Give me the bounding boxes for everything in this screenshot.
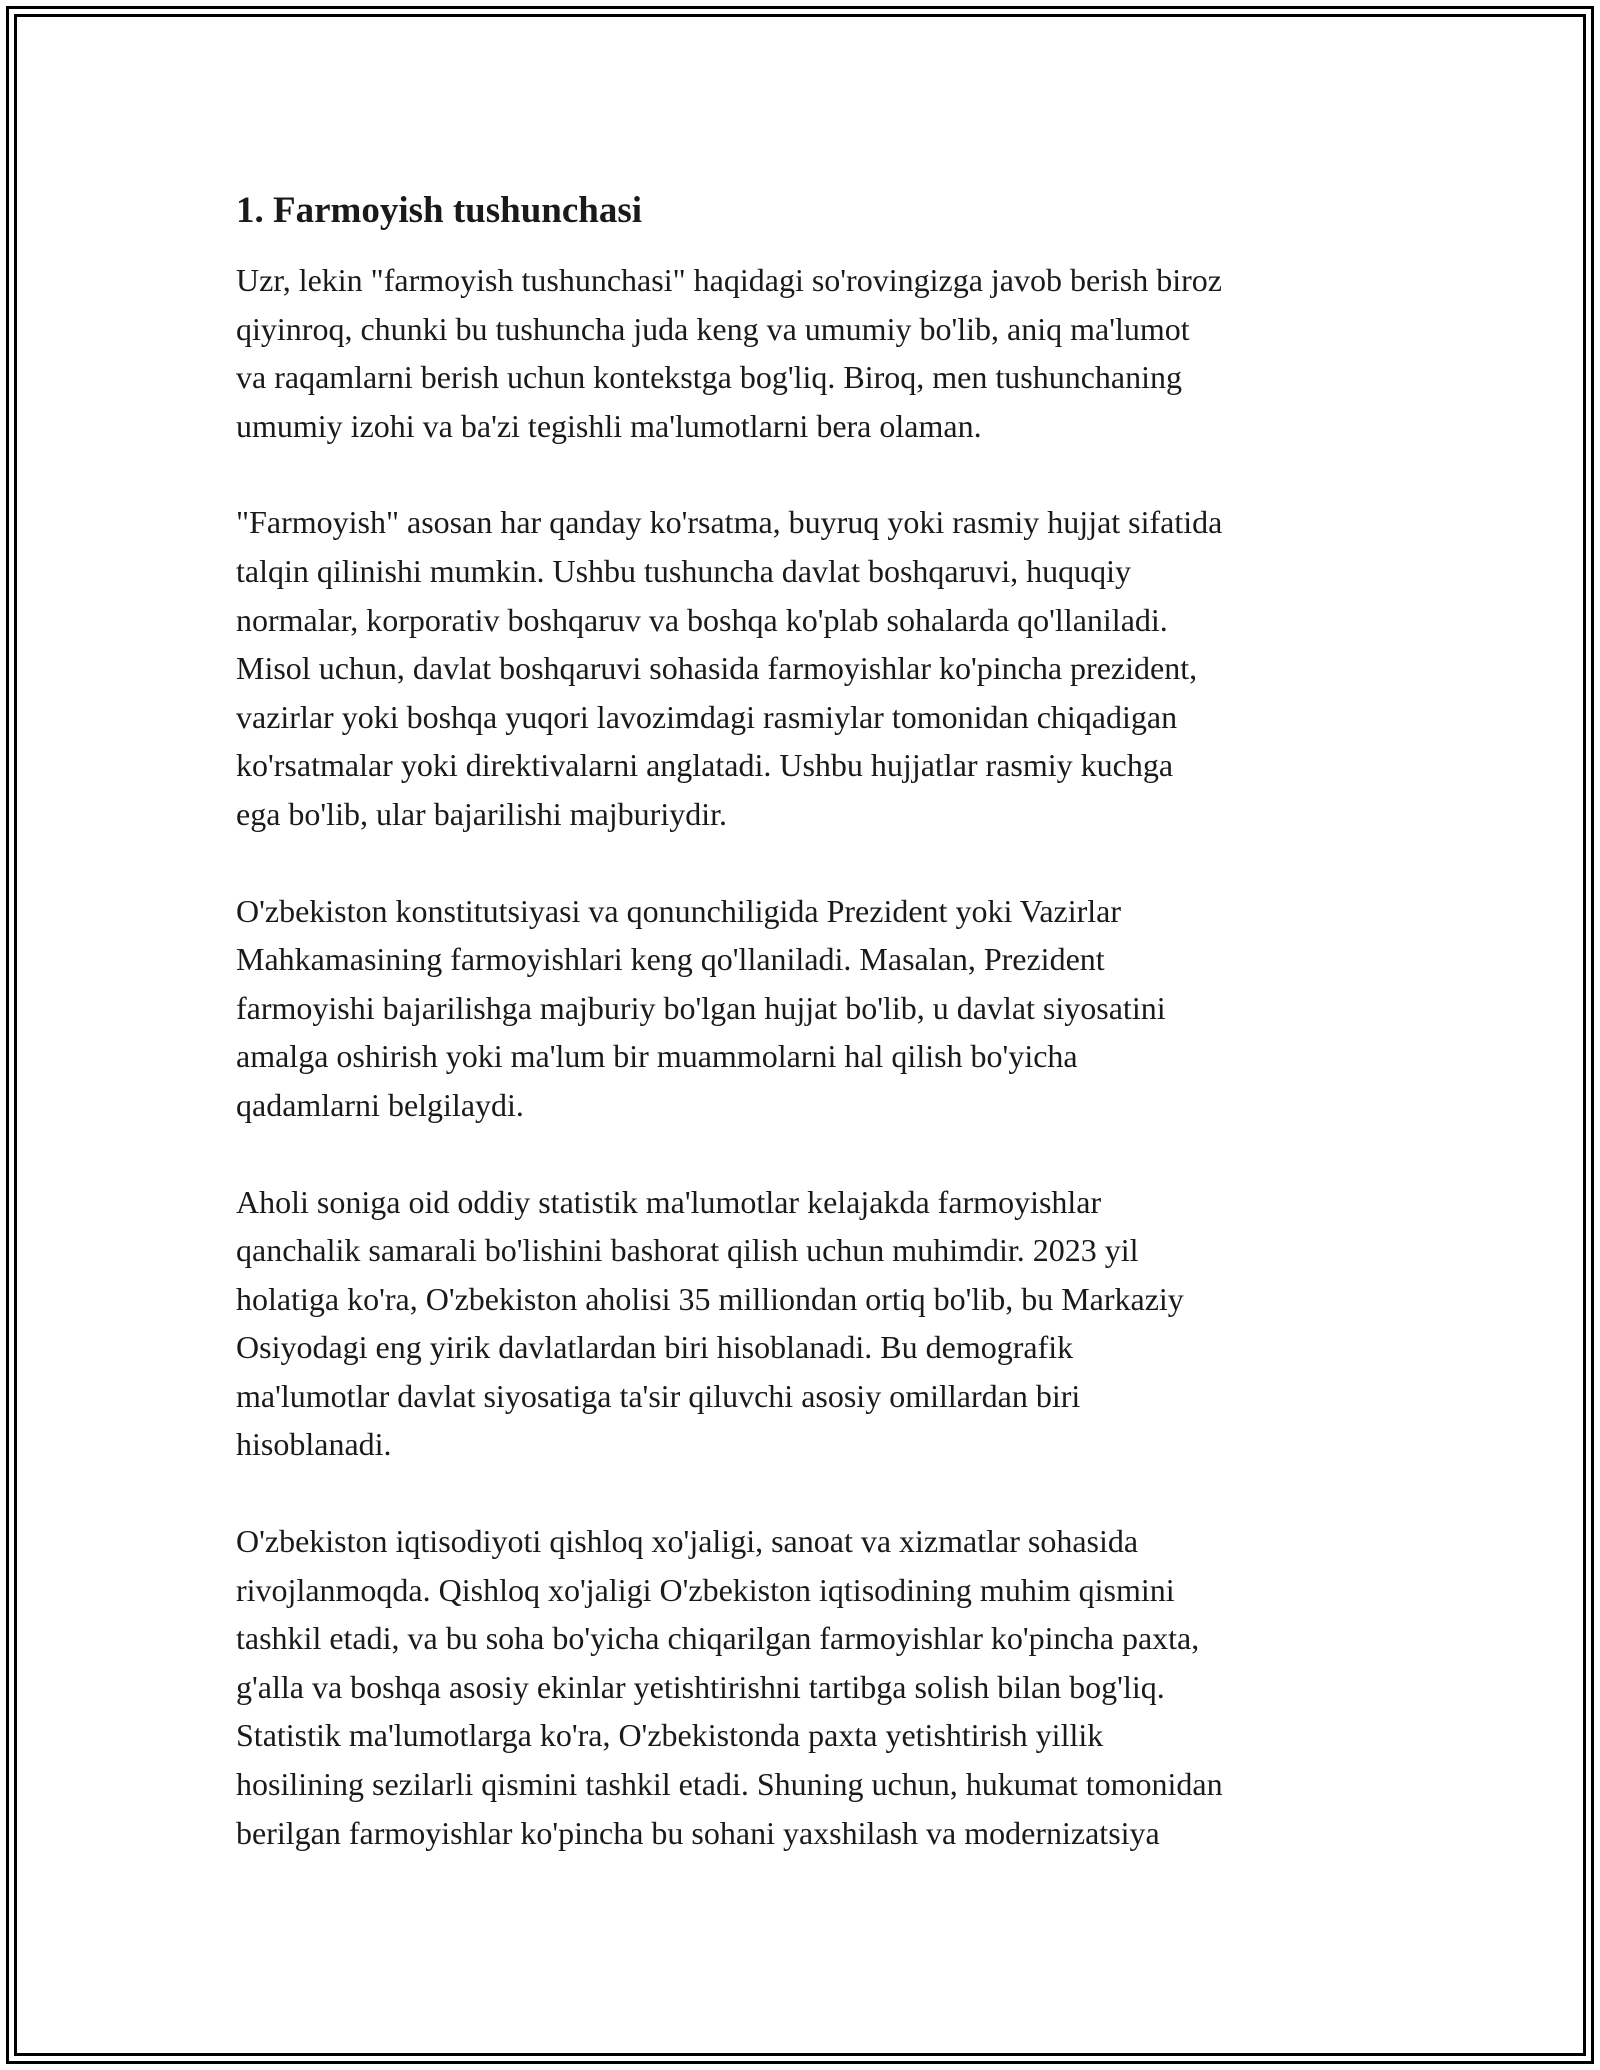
paragraph xyxy=(236,1178,1386,1470)
text-line: talqin qilinishi mumkin. Ushbu tushuncha davlat boshqaruvi, huquqiy xyxy=(236,552,1132,589)
paragraph xyxy=(236,256,1386,450)
text-line: Aholi soniga oid oddiy statistik ma'lumotlar kelajakda farmoyishlar xyxy=(236,1183,1102,1220)
text-line: berilgan farmoyishlar ko'pincha bu sohani yaxshilash va modernizatsiya xyxy=(236,1814,1160,1851)
paragraph xyxy=(236,1517,1386,1857)
text-line: O'zbekiston konstitutsiyasi va qonunchiligida Prezident yoki Vazirlar xyxy=(236,892,1122,929)
text-line: farmoyishi bajarilishga majburiy bo'lgan hujjat bo'lib, u davlat siyosatini xyxy=(236,989,1166,1026)
paragraph xyxy=(236,498,1386,838)
text-line: hosilining sezilarli qismini tashkil etadi. Shuning uchun, hukumat tomonidan xyxy=(236,1766,1223,1803)
text-line: Statistik ma'lumotlarga ko'ra, O'zbekistonda paxta yetishtirish yillik xyxy=(236,1717,1104,1754)
text-line: vazirlar yoki boshqa yuqori lavozimdagi rasmiylar tomonidan chiqadigan xyxy=(236,698,1178,735)
text-line: va raqamlarni berish uchun kontekstga bog'liq. Biroq, men tushunchaning xyxy=(236,359,1183,396)
text-line: Osiyodagi eng yirik davlatlardan biri hisoblanadi. Bu demografik xyxy=(236,1329,1074,1366)
section-heading: 1. Farmoyish tushunchasi xyxy=(236,190,643,231)
text-line: qanchalik samarali bo'lishini bashorat qilish uchun muhimdir. 2023 yil xyxy=(236,1232,1139,1269)
text-line: umumiy izohi va ba'zi tegishli ma'lumotlarni bera olaman. xyxy=(236,407,982,444)
text-line: holatiga ko'ra, O'zbekiston aholisi 35 milliondan ortiq bo'lib, bu Markaziy xyxy=(236,1280,1184,1317)
text-line: O'zbekiston iqtisodiyoti qishloq xo'jaligi, sanoat va xizmatlar sohasida xyxy=(236,1523,1139,1560)
text-line: hisoblanadi. xyxy=(236,1426,392,1463)
text-line: tashkil etadi, va bu soha bo'yicha chiqarilgan farmoyishlar ko'pincha paxta, xyxy=(236,1620,1200,1657)
text-line: qadamlarni belgilaydi. xyxy=(236,1086,524,1123)
document-body xyxy=(236,186,1386,1905)
text-line: qiyinroq, chunki bu tushuncha juda keng va umumiy bo'lib, aniq ma'lumot xyxy=(236,310,1190,347)
text-line: ma'lumotlar davlat siyosatiga ta'sir qiluvchi asosiy omillardan biri xyxy=(236,1377,1081,1414)
text-line: Misol uchun, davlat boshqaruvi sohasida farmoyishlar ko'pincha prezident, xyxy=(236,650,1198,687)
text-line: ko'rsatmalar yoki direktivalarni anglatadi. Ushbu hujjatlar rasmiy kuchga xyxy=(236,747,1174,784)
text-line: rivojlanmoqda. Qishloq xo'jaligi O'zbekiston iqtisodining muhim qismini xyxy=(236,1571,1175,1608)
text-line: g'alla va boshqa asosiy ekinlar yetishtirishni tartibga solish bilan bog'liq. xyxy=(236,1668,1165,1705)
text-line: amalga oshirish yoki ma'lum bir muammolarni hal qilish bo'yicha xyxy=(236,1038,1078,1075)
text-line: "Farmoyish" asosan har qanday ko'rsatma, buyruq yoki rasmiy hujjat sifatida xyxy=(236,504,1223,541)
text-line: ega bo'lib, ular bajarilishi majburiydir. xyxy=(236,795,727,832)
text-line: Mahkamasining farmoyishlari keng qo'llaniladi. Masalan, Prezident xyxy=(236,941,1105,978)
text-line: normalar, korporativ boshqaruv va boshqa ko'plab sohalarda qo'llaniladi. xyxy=(236,601,1168,638)
text-line: Uzr, lekin "farmoyish tushunchasi" haqidagi so'rovingizga javob berish biroz xyxy=(236,262,1222,298)
paragraph xyxy=(236,887,1386,1130)
